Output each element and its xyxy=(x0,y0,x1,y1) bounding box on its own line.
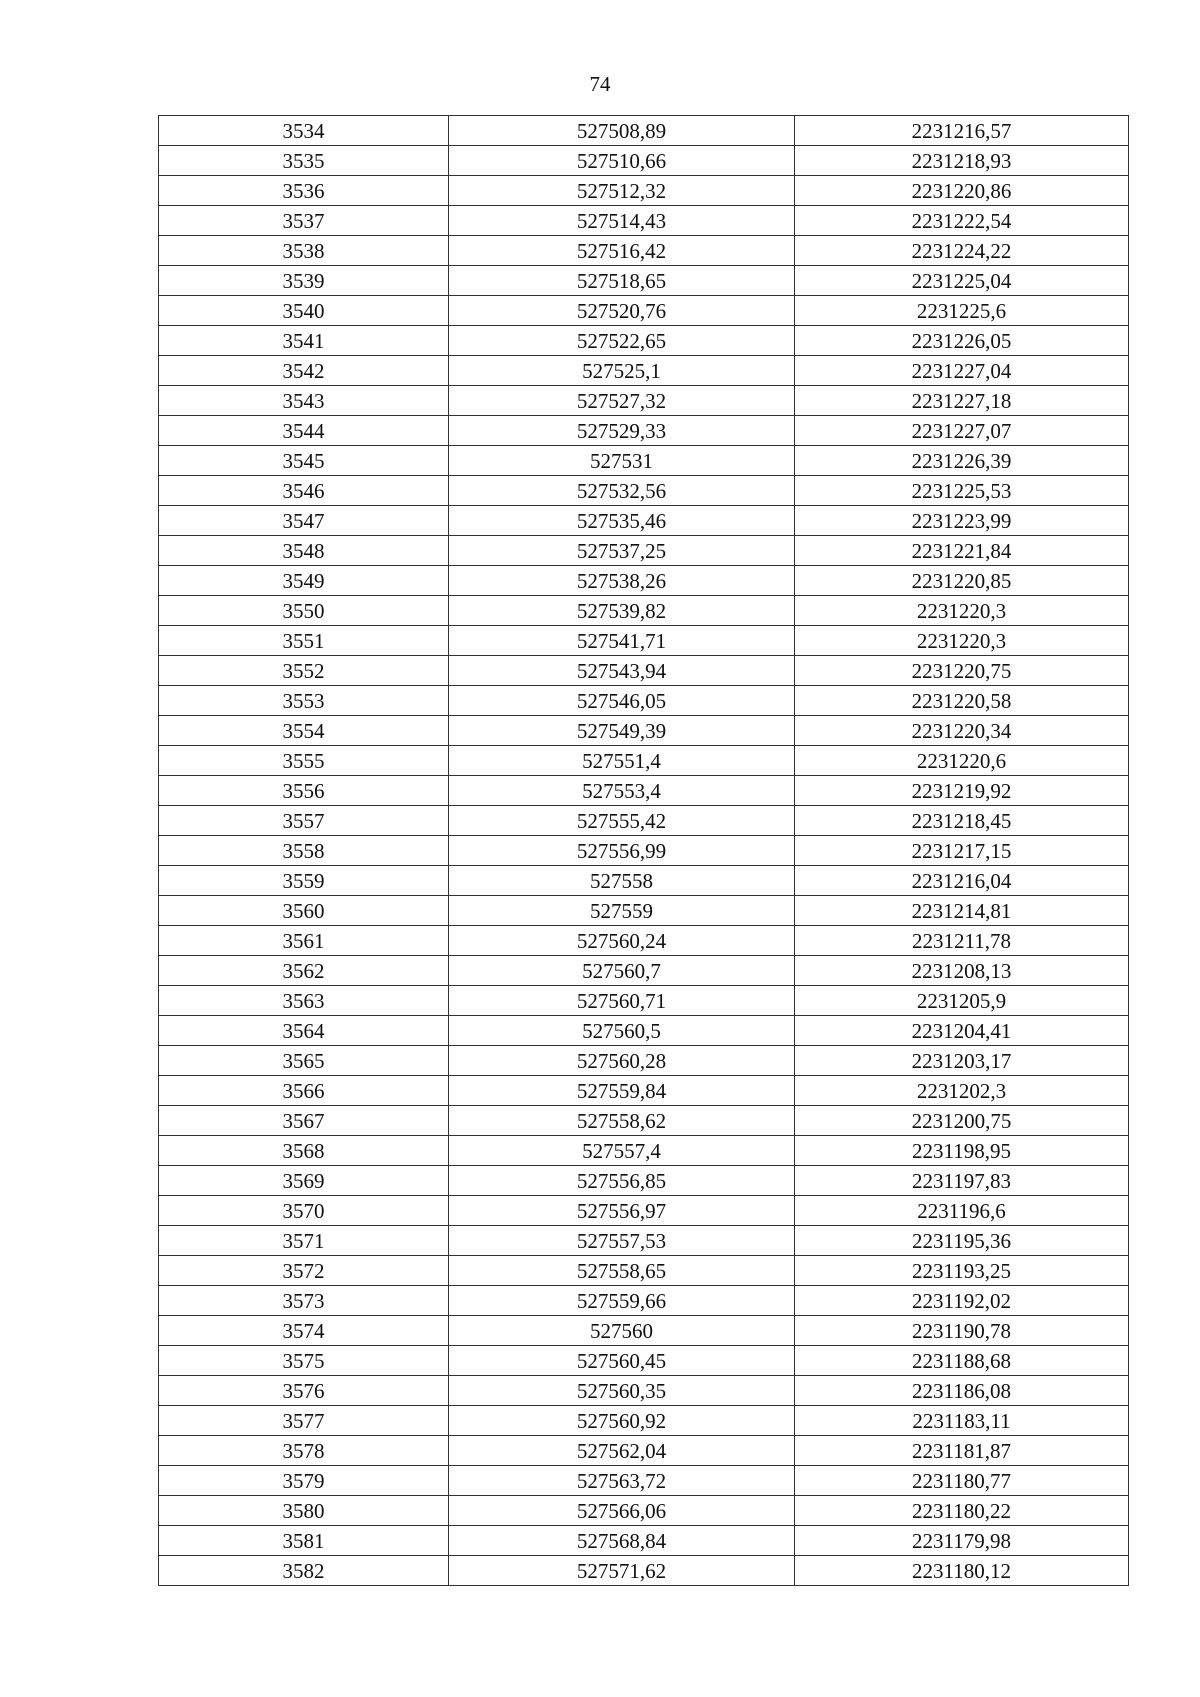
x-coordinate-cell: 527563,72 xyxy=(449,1466,795,1496)
table-row xyxy=(159,296,1129,326)
x-coordinate-cell: 527558,65 xyxy=(449,1256,795,1286)
x-coordinate-cell: 527555,42 xyxy=(449,806,795,836)
table-row xyxy=(159,1286,1129,1316)
y-coordinate-cell: 2231225,53 xyxy=(795,476,1129,506)
point-number-cell: 3537 xyxy=(159,206,449,236)
table-row xyxy=(159,1316,1129,1346)
x-coordinate-cell: 527546,05 xyxy=(449,686,795,716)
point-number-cell: 3545 xyxy=(159,446,449,476)
table-row xyxy=(159,266,1129,296)
x-coordinate-cell: 527539,82 xyxy=(449,596,795,626)
table-row xyxy=(159,656,1129,686)
table-row xyxy=(159,1106,1129,1136)
x-coordinate-cell: 527535,46 xyxy=(449,506,795,536)
x-coordinate-cell: 527560,71 xyxy=(449,986,795,1016)
x-coordinate-cell: 527553,4 xyxy=(449,776,795,806)
point-number-cell: 3549 xyxy=(159,566,449,596)
x-coordinate-cell: 527543,94 xyxy=(449,656,795,686)
table-row xyxy=(159,116,1129,146)
x-coordinate-cell: 527571,62 xyxy=(449,1556,795,1586)
y-coordinate-cell: 2231216,04 xyxy=(795,866,1129,896)
point-number-cell: 3548 xyxy=(159,536,449,566)
table-row xyxy=(159,926,1129,956)
y-coordinate-cell: 2231227,07 xyxy=(795,416,1129,446)
table-row xyxy=(159,716,1129,746)
x-coordinate-cell: 527560 xyxy=(449,1316,795,1346)
x-coordinate-cell: 527537,25 xyxy=(449,536,795,566)
y-coordinate-cell: 2231180,22 xyxy=(795,1496,1129,1526)
point-number-cell: 3560 xyxy=(159,896,449,926)
x-coordinate-cell: 527514,43 xyxy=(449,206,795,236)
x-coordinate-cell: 527522,65 xyxy=(449,326,795,356)
point-number-cell: 3566 xyxy=(159,1076,449,1106)
y-coordinate-cell: 2231225,6 xyxy=(795,296,1129,326)
table-row xyxy=(159,806,1129,836)
x-coordinate-cell: 527560,7 xyxy=(449,956,795,986)
table-row xyxy=(159,1526,1129,1556)
point-number-cell: 3565 xyxy=(159,1046,449,1076)
table-row xyxy=(159,476,1129,506)
y-coordinate-cell: 2231200,75 xyxy=(795,1106,1129,1136)
point-number-cell: 3534 xyxy=(159,116,449,146)
y-coordinate-cell: 2231205,9 xyxy=(795,986,1129,1016)
table-row xyxy=(159,326,1129,356)
y-coordinate-cell: 2231220,3 xyxy=(795,596,1129,626)
x-coordinate-cell: 527560,35 xyxy=(449,1376,795,1406)
point-number-cell: 3562 xyxy=(159,956,449,986)
y-coordinate-cell: 2231204,41 xyxy=(795,1016,1129,1046)
point-number-cell: 3550 xyxy=(159,596,449,626)
y-coordinate-cell: 2231186,08 xyxy=(795,1376,1129,1406)
x-coordinate-cell: 527520,76 xyxy=(449,296,795,326)
y-coordinate-cell: 2231220,3 xyxy=(795,626,1129,656)
x-coordinate-cell: 527525,1 xyxy=(449,356,795,386)
y-coordinate-cell: 2231218,45 xyxy=(795,806,1129,836)
y-coordinate-cell: 2231179,98 xyxy=(795,1526,1129,1556)
x-coordinate-cell: 527541,71 xyxy=(449,626,795,656)
point-number-cell: 3578 xyxy=(159,1436,449,1466)
x-coordinate-cell: 527559,84 xyxy=(449,1076,795,1106)
y-coordinate-cell: 2231227,04 xyxy=(795,356,1129,386)
y-coordinate-cell: 2231193,25 xyxy=(795,1256,1129,1286)
y-coordinate-cell: 2231220,75 xyxy=(795,656,1129,686)
y-coordinate-cell: 2231183,11 xyxy=(795,1406,1129,1436)
y-coordinate-cell: 2231218,93 xyxy=(795,146,1129,176)
x-coordinate-cell: 527527,32 xyxy=(449,386,795,416)
x-coordinate-cell: 527532,56 xyxy=(449,476,795,506)
point-number-cell: 3571 xyxy=(159,1226,449,1256)
point-number-cell: 3543 xyxy=(159,386,449,416)
table-row xyxy=(159,956,1129,986)
y-coordinate-cell: 2231216,57 xyxy=(795,116,1129,146)
y-coordinate-cell: 2231225,04 xyxy=(795,266,1129,296)
point-number-cell: 3556 xyxy=(159,776,449,806)
table-row xyxy=(159,206,1129,236)
x-coordinate-cell: 527557,53 xyxy=(449,1226,795,1256)
point-number-cell: 3542 xyxy=(159,356,449,386)
table-row xyxy=(159,596,1129,626)
x-coordinate-cell: 527556,99 xyxy=(449,836,795,866)
point-number-cell: 3580 xyxy=(159,1496,449,1526)
point-number-cell: 3568 xyxy=(159,1136,449,1166)
point-number-cell: 3572 xyxy=(159,1256,449,1286)
table-row xyxy=(159,1256,1129,1286)
y-coordinate-cell: 2231219,92 xyxy=(795,776,1129,806)
table-row xyxy=(159,446,1129,476)
point-number-cell: 3539 xyxy=(159,266,449,296)
y-coordinate-cell: 2231180,77 xyxy=(795,1466,1129,1496)
y-coordinate-cell: 2231188,68 xyxy=(795,1346,1129,1376)
table-row xyxy=(159,986,1129,1016)
point-number-cell: 3564 xyxy=(159,1016,449,1046)
table-row xyxy=(159,416,1129,446)
table-row xyxy=(159,386,1129,416)
table-row xyxy=(159,1346,1129,1376)
y-coordinate-cell: 2231226,39 xyxy=(795,446,1129,476)
y-coordinate-cell: 2231190,78 xyxy=(795,1316,1129,1346)
point-number-cell: 3558 xyxy=(159,836,449,866)
y-coordinate-cell: 2231217,15 xyxy=(795,836,1129,866)
y-coordinate-cell: 2231220,34 xyxy=(795,716,1129,746)
y-coordinate-cell: 2231224,22 xyxy=(795,236,1129,266)
table-row xyxy=(159,176,1129,206)
x-coordinate-cell: 527518,65 xyxy=(449,266,795,296)
point-number-cell: 3553 xyxy=(159,686,449,716)
table-row xyxy=(159,356,1129,386)
point-number-cell: 3546 xyxy=(159,476,449,506)
x-coordinate-cell: 527516,42 xyxy=(449,236,795,266)
x-coordinate-cell: 527551,4 xyxy=(449,746,795,776)
x-coordinate-cell: 527549,39 xyxy=(449,716,795,746)
y-coordinate-cell: 2231203,17 xyxy=(795,1046,1129,1076)
x-coordinate-cell: 527568,84 xyxy=(449,1526,795,1556)
table-row xyxy=(159,236,1129,266)
point-number-cell: 3569 xyxy=(159,1166,449,1196)
point-number-cell: 3554 xyxy=(159,716,449,746)
table-row xyxy=(159,866,1129,896)
y-coordinate-cell: 2231180,12 xyxy=(795,1556,1129,1586)
table-row xyxy=(159,836,1129,866)
table-row xyxy=(159,1556,1129,1586)
point-number-cell: 3574 xyxy=(159,1316,449,1346)
x-coordinate-cell: 527557,4 xyxy=(449,1136,795,1166)
point-number-cell: 3551 xyxy=(159,626,449,656)
x-coordinate-cell: 527559,66 xyxy=(449,1286,795,1316)
point-number-cell: 3538 xyxy=(159,236,449,266)
point-number-cell: 3582 xyxy=(159,1556,449,1586)
x-coordinate-cell: 527560,28 xyxy=(449,1046,795,1076)
y-coordinate-cell: 2231214,81 xyxy=(795,896,1129,926)
y-coordinate-cell: 2231220,86 xyxy=(795,176,1129,206)
table-row xyxy=(159,566,1129,596)
x-coordinate-cell: 527560,45 xyxy=(449,1346,795,1376)
table-row xyxy=(159,1406,1129,1436)
x-coordinate-cell: 527556,97 xyxy=(449,1196,795,1226)
table-row xyxy=(159,1076,1129,1106)
y-coordinate-cell: 2231221,84 xyxy=(795,536,1129,566)
x-coordinate-cell: 527566,06 xyxy=(449,1496,795,1526)
table-row xyxy=(159,1196,1129,1226)
y-coordinate-cell: 2231208,13 xyxy=(795,956,1129,986)
point-number-cell: 3561 xyxy=(159,926,449,956)
y-coordinate-cell: 2231198,95 xyxy=(795,1136,1129,1166)
point-number-cell: 3544 xyxy=(159,416,449,446)
y-coordinate-cell: 2231195,36 xyxy=(795,1226,1129,1256)
y-coordinate-cell: 2231211,78 xyxy=(795,926,1129,956)
table-row xyxy=(159,146,1129,176)
y-coordinate-cell: 2231220,58 xyxy=(795,686,1129,716)
table-row xyxy=(159,1046,1129,1076)
x-coordinate-cell: 527531 xyxy=(449,446,795,476)
x-coordinate-cell: 527510,66 xyxy=(449,146,795,176)
table-row xyxy=(159,896,1129,926)
point-number-cell: 3567 xyxy=(159,1106,449,1136)
point-number-cell: 3547 xyxy=(159,506,449,536)
y-coordinate-cell: 2231222,54 xyxy=(795,206,1129,236)
y-coordinate-cell: 2231226,05 xyxy=(795,326,1129,356)
point-number-cell: 3552 xyxy=(159,656,449,686)
coordinates-table xyxy=(158,115,1129,1586)
y-coordinate-cell: 2231202,3 xyxy=(795,1076,1129,1106)
y-coordinate-cell: 2231227,18 xyxy=(795,386,1129,416)
coordinates-table-body xyxy=(159,116,1129,1586)
table-row xyxy=(159,1496,1129,1526)
point-number-cell: 3579 xyxy=(159,1466,449,1496)
x-coordinate-cell: 527558 xyxy=(449,866,795,896)
table-row xyxy=(159,1166,1129,1196)
point-number-cell: 3570 xyxy=(159,1196,449,1226)
y-coordinate-cell: 2231192,02 xyxy=(795,1286,1129,1316)
point-number-cell: 3575 xyxy=(159,1346,449,1376)
y-coordinate-cell: 2231220,6 xyxy=(795,746,1129,776)
table-row xyxy=(159,746,1129,776)
point-number-cell: 3559 xyxy=(159,866,449,896)
table-row xyxy=(159,1136,1129,1166)
y-coordinate-cell: 2231197,83 xyxy=(795,1166,1129,1196)
table-row xyxy=(159,626,1129,656)
table-row xyxy=(159,536,1129,566)
x-coordinate-cell: 527529,33 xyxy=(449,416,795,446)
x-coordinate-cell: 527556,85 xyxy=(449,1166,795,1196)
point-number-cell: 3536 xyxy=(159,176,449,206)
x-coordinate-cell: 527558,62 xyxy=(449,1106,795,1136)
x-coordinate-cell: 527538,26 xyxy=(449,566,795,596)
x-coordinate-cell: 527560,24 xyxy=(449,926,795,956)
x-coordinate-cell: 527560,92 xyxy=(449,1406,795,1436)
x-coordinate-cell: 527559 xyxy=(449,896,795,926)
table-row xyxy=(159,506,1129,536)
table-row xyxy=(159,776,1129,806)
point-number-cell: 3581 xyxy=(159,1526,449,1556)
point-number-cell: 3540 xyxy=(159,296,449,326)
table-row xyxy=(159,1466,1129,1496)
x-coordinate-cell: 527562,04 xyxy=(449,1436,795,1466)
point-number-cell: 3563 xyxy=(159,986,449,1016)
x-coordinate-cell: 527508,89 xyxy=(449,116,795,146)
point-number-cell: 3557 xyxy=(159,806,449,836)
table-row xyxy=(159,1436,1129,1466)
x-coordinate-cell: 527560,5 xyxy=(449,1016,795,1046)
table-row xyxy=(159,1016,1129,1046)
table-row xyxy=(159,1376,1129,1406)
point-number-cell: 3573 xyxy=(159,1286,449,1316)
y-coordinate-cell: 2231181,87 xyxy=(795,1436,1129,1466)
y-coordinate-cell: 2231223,99 xyxy=(795,506,1129,536)
x-coordinate-cell: 527512,32 xyxy=(449,176,795,206)
point-number-cell: 3555 xyxy=(159,746,449,776)
point-number-cell: 3577 xyxy=(159,1406,449,1436)
point-number-cell: 3535 xyxy=(159,146,449,176)
point-number-cell: 3576 xyxy=(159,1376,449,1406)
table-row xyxy=(159,1226,1129,1256)
y-coordinate-cell: 2231220,85 xyxy=(795,566,1129,596)
page-number: 74 xyxy=(589,72,611,96)
y-coordinate-cell: 2231196,6 xyxy=(795,1196,1129,1226)
point-number-cell: 3541 xyxy=(159,326,449,356)
table-row xyxy=(159,686,1129,716)
